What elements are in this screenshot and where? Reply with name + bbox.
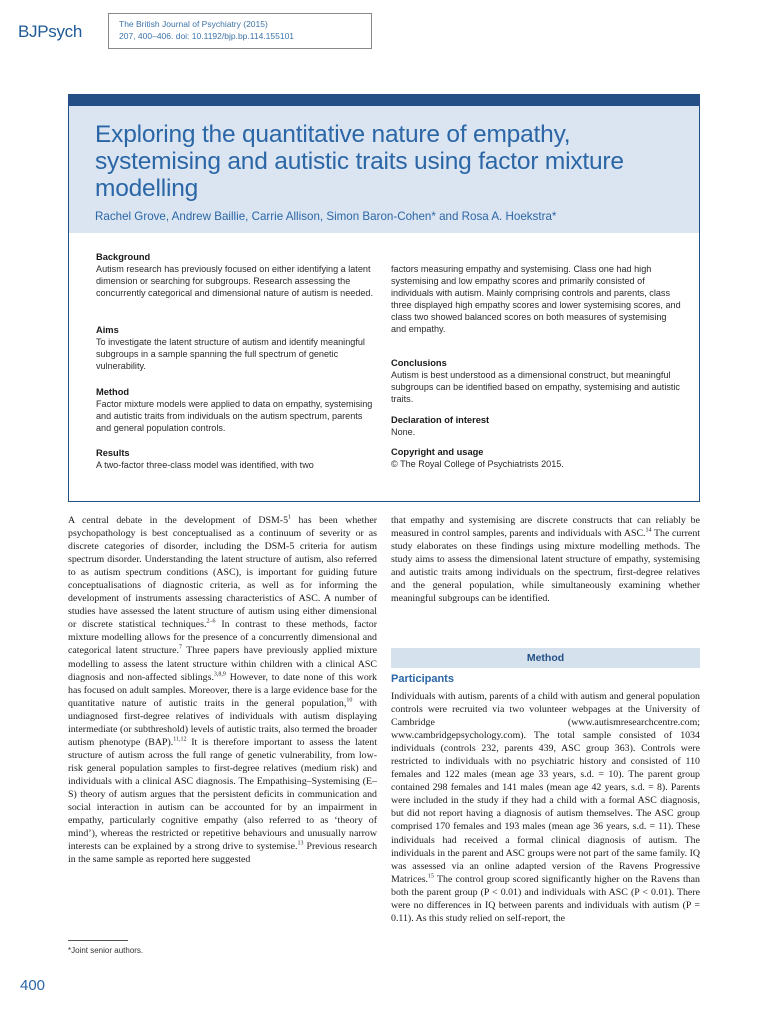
journal-volume-doi: 207, 400–406. doi: 10.1192/bjp.bp.114.155101 xyxy=(119,31,295,41)
citation-ref: 13 xyxy=(297,840,304,847)
body-text: that empathy and systemising are discrete constructs that can reliably be measured in control samples, parents and individuals with ASC. xyxy=(391,515,700,540)
citation-ref: 14 xyxy=(645,527,652,534)
journal-name: The British Journal of Psychiatry (2015) xyxy=(119,19,268,29)
abstract-aims-section xyxy=(96,324,378,372)
participants-heading: Participants xyxy=(391,673,454,685)
article-title: Exploring the quantitative nature of empathy, systemising and autistic traits using factor mixture modelling xyxy=(95,121,624,202)
page-number: 400 xyxy=(20,977,46,994)
body-text: with undiagnosed first-degree relatives of individuals with autism displaying intermediate (or subthreshold) levels of autistic traits, also termed the broader autism phenotype (BAP). xyxy=(68,697,377,748)
citation-ref: 11,12 xyxy=(173,736,187,743)
abstract-right-column xyxy=(391,263,681,336)
abstract-copyright-text: © The Royal College of Psychiatrists 2015. xyxy=(391,459,564,469)
abstract-conclusions-text: Autism is best understood as a dimensional construct, but meaningful subgroups can be identified based on empathy, systemising and autistic traits. xyxy=(391,370,680,405)
abstract-conclusions-heading: Conclusions xyxy=(391,358,447,368)
abstract-declaration-heading: Declaration of interest xyxy=(391,415,490,425)
footnote: *Joint senior authors. xyxy=(68,946,144,955)
abstract-aims-text: To investigate the latent structure of autism and identify meaningful subgroups in a sample spanning the full spectrum of genetic vulnerability. xyxy=(96,337,365,372)
abstract-declaration-section xyxy=(391,414,681,438)
citation-ref: 15 xyxy=(428,873,435,880)
abstract-results-text-start: A two-factor three-class model was identified, with two xyxy=(96,460,314,470)
citation-ref: 7 xyxy=(179,645,183,652)
abstract-copyright-heading: Copyright and usage xyxy=(391,447,484,457)
abstract-results-text-continued: factors measuring empathy and systemising. Class one had high systemising and low empathy scores and primarily consisted of individuals with autism. Mainly comprising controls and parents, class three displayed high empathy scores and lower systemising scores, and class two showed balanced scores on both measures of systemising and empathy. xyxy=(391,264,681,335)
abstract-method-text: Factor mixture models were applied to data on empathy, systemising and autistic traits from individuals on the autism spectrum, parents and general population controls. xyxy=(96,399,373,434)
citation-ref: 2–6 xyxy=(206,619,216,626)
body-text: Previous research in the same sample as reported here suggested xyxy=(68,841,378,866)
participants-section xyxy=(391,690,700,925)
abstract-background-text: Autism research has previously focused on either identifying a latent dimension or searching for subgroups. Research assessing the concurrently categorical and dimensional nature of autism is needed. xyxy=(96,264,374,299)
abstract-background-heading: Background xyxy=(96,252,151,262)
abstract-declaration-text: None. xyxy=(391,427,416,437)
abstract-results-section xyxy=(96,447,378,471)
abstract-results-heading: Results xyxy=(96,448,130,458)
body-text: It is therefore important to assess the latent structure of autism across the full range of genetic vulnerability, from low-risk general population samples to first-degree relatives (medium risk) and individuals with a clinical ASC diagnosis. The Empathising–Systemising (E–S) theory of autism argues that the persistent deficits in communication and social interaction in autism can be accounted for by an impairment in empathy, particularly cognitive empathy (also referred to as ‘theory of mind’), whereas the restricted or repetitive behaviours and unusually narrow interests can be explained by a strong drive to systemise. xyxy=(68,736,377,853)
article-authors: Rachel Grove, Andrew Baillie, Carrie Allison, Simon Baron-Cohen* and Rosa A. Hoekstra* xyxy=(95,210,557,223)
body-text: The control group scored significantly higher on the Ravens than both the parent group (P < 0.01) and individuals with ASC (P < 0.01). There were no differences in IQ between parents and individuals with autism (P = 0.11). As this study relied on self-report, the xyxy=(391,873,700,924)
journal-citation-box xyxy=(108,13,372,49)
abstract-method-heading: Method xyxy=(96,387,130,397)
citation-ref: 10 xyxy=(346,697,353,704)
abstract-copyright-section xyxy=(391,446,681,470)
citation-ref: 3,8,9 xyxy=(213,671,226,678)
intro-paragraph xyxy=(68,514,377,866)
intro-paragraph-continued xyxy=(391,514,700,605)
abstract-left-column xyxy=(96,251,378,299)
journal-logo xyxy=(18,14,108,50)
abstract-aims-heading: Aims xyxy=(96,325,119,335)
method-section-heading: Method xyxy=(391,648,700,668)
journal-logo-text: BJPsych xyxy=(18,22,83,41)
body-text: The current study elaborates on these findings using mixture modelling methods. The study aims to assess the dimensional latent structure of empathy, systemising and autistic traits among individuals on the spectrum, first-degree relatives and the general population, while simultaneously examining whether meaningful subgroups can be identified. xyxy=(391,528,700,605)
citation-ref: 1 xyxy=(288,514,292,521)
body-text: Individuals with autism, parents of a child with autism and general population controls were recruited via two volunteer webpages at the University of Cambridge (www.autismresearchcentre.com; www.cambridgepsychology.com). The total sample consisted of 1034 individuals (controls 232, parents 439, ASC group 363). Controls were restricted to individuals with no psychiatric history and consisted of 110 females and 122 males (mean age 33 years, s.d. = 10). The parent group contained 298 females and 141 males (mean age 42 years, s.d. = 8). Parents were included in the study if they had a child with a formal ASC diagnosis, but did not report having a diagnosis of autism themselves. The ASC group comprised 170 females and 193 males (mean age 36 years, s.d. = 11). These individuals had received a formal clinical diagnosis of autism. The individuals in the parent and ASC groups were not part of the same family. IQ was assessed via an online adapted version of the Ravens Progressive Matrices. xyxy=(391,691,700,885)
footnote-divider xyxy=(68,940,128,941)
abstract-conclusions-section xyxy=(391,357,681,405)
body-right-column xyxy=(391,514,700,605)
abstract-method-section xyxy=(96,386,378,434)
body-left-column xyxy=(68,514,377,866)
body-text: In contrast to these methods, factor mixture modelling allows for the presence of a concurrently dimensional and categorical latent structure. xyxy=(68,619,377,657)
body-text: has been whether psychopathology is best conceptualised as a continuum of severity or as discrete categories of disorder, including the DSM-5 criteria for autism spectrum disorder. Understanding the latent structure of autism, also referred to as autism spectrum conditions (ASC), is important for guiding future conceptualisations of diagnostic criteria, as well as for informing the development of instruments assessing characteristics of ASC. A number of studies have assessed the latent structure of autism using either dimensional or discrete statistical techniques. xyxy=(68,515,377,631)
participants-paragraph xyxy=(391,690,700,925)
body-text: A central debate in the development of DSM-5 xyxy=(68,515,289,526)
body-text: Three papers have previously applied mixture modelling to assess the latent structure within children with a clinical ASC diagnosis and non-affected siblings. xyxy=(68,645,377,683)
body-text: However, to date none of this work has focused on adult samples. Moreover, there is a large evidence base for the quantitative nature of autistic traits in the general population, xyxy=(68,671,377,709)
